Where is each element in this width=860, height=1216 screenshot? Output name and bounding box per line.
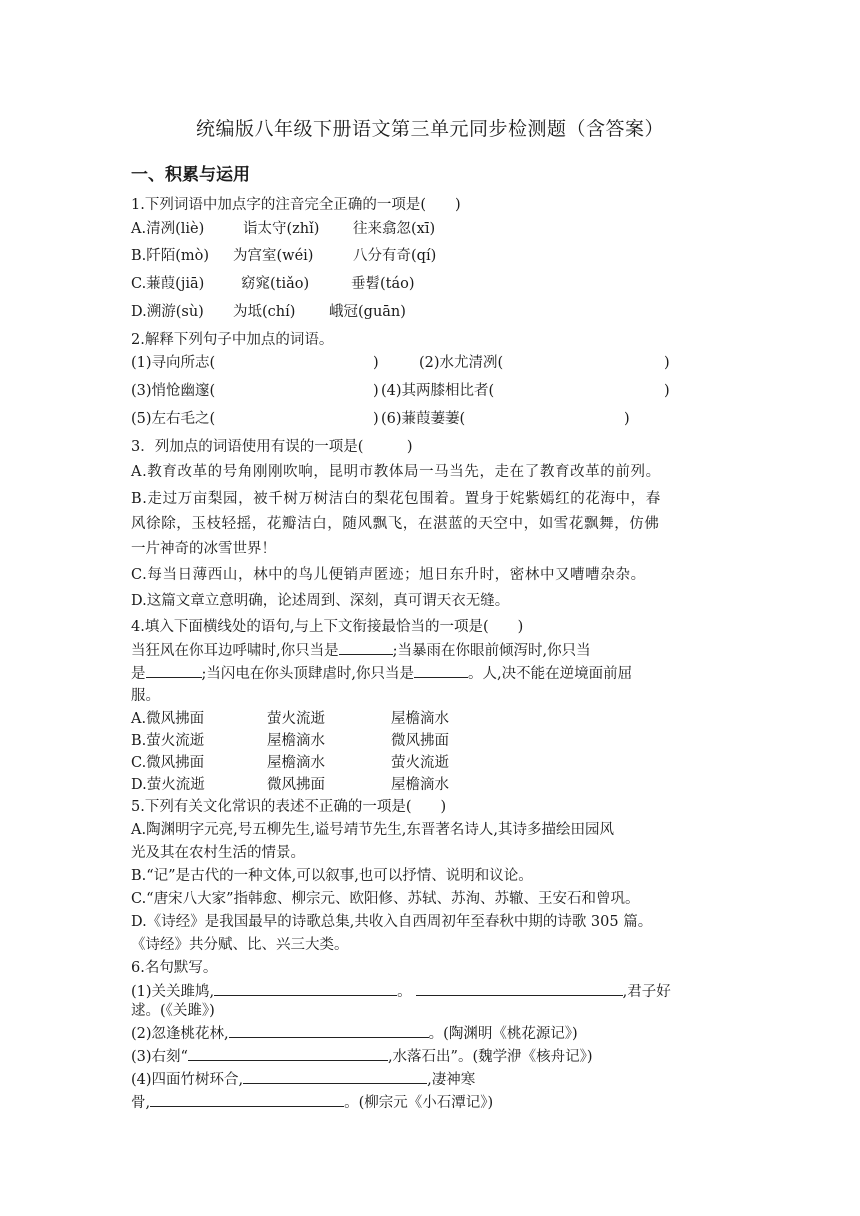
q6-blank-3[interactable] <box>229 1023 429 1038</box>
q1-option-c <box>131 274 415 294</box>
q6-line4 <box>131 1046 593 1067</box>
q6-line2: 逑。(《关雎》) <box>131 1003 215 1019</box>
q6-text-9: ,凄神寒 <box>427 1072 476 1088</box>
q1-option-d <box>131 302 406 322</box>
q6-text-11: 。(柳宗元《小石潭记》) <box>344 1095 494 1111</box>
q2-close-3: ) <box>373 383 379 399</box>
q5-option-a-line2: 光及其在农村生活的情景。 <box>131 845 305 861</box>
q4-text-5: 。人,决不能在逆境面前屈 <box>468 666 633 682</box>
q4-b-1: B.萤火流逝 <box>131 733 205 749</box>
q4-option-d <box>131 775 449 795</box>
q4-option-b <box>131 731 449 751</box>
q4-a-1: A.微风拂面 <box>131 711 205 727</box>
q4-text-3: 是 <box>131 666 146 682</box>
q6-text-7: ,水落石出”。(魏学洢《核舟记》) <box>387 1049 593 1065</box>
q1-b-2: 为宫室(wéi) <box>233 248 314 264</box>
section-heading: 一、积累与运用 <box>131 165 250 185</box>
q3-option-d: D.这篇文章立意明确，论述周到、深刻，真可谓天衣无缝。 <box>131 593 510 609</box>
q2-row-2 <box>131 381 670 401</box>
q1-b-1: B.阡陌(mò) <box>131 248 210 264</box>
q4-d-2: 微风拂面 <box>267 777 325 793</box>
q2-item-4: (4)其两膝相比者( <box>381 383 495 399</box>
q6-text-1: (1)关关雎鸠, <box>131 984 215 1000</box>
q4-b-3: 微风拂面 <box>391 733 449 749</box>
q4-d-3: 屋檐滴水 <box>391 777 449 793</box>
q6-line1 <box>131 981 671 1002</box>
q1-a-3: 往来翕忽(xī) <box>353 221 436 237</box>
q4-text-2: ;当暴雨在你眼前倾泻时,你只当 <box>392 643 591 659</box>
q2-stem: 2.解释下列句子中加点的词语。 <box>131 332 334 348</box>
q5-option-d-line2: 《诗经》共分赋、比、兴三大类。 <box>131 937 349 953</box>
q6-text-4: (2)忽逢桃花林, <box>131 1026 229 1042</box>
q6-line3 <box>131 1023 578 1044</box>
q1-a-1: A.清冽(liè) <box>131 221 205 237</box>
q3-option-a: A.教育改革的号角刚刚吹响，昆明市教体局一马当先，走在了教育改革的前列。 <box>131 464 661 480</box>
q5-option-b: B.“记”是古代的一种文体,可以叙事,也可以抒情、说明和议论。 <box>131 868 533 884</box>
q4-text-1: 当狂风在你耳边呼啸时,你只当是 <box>131 643 339 659</box>
q5-stem: 5.下列有关文化常识的表述不正确的一项是( ) <box>131 799 447 815</box>
q4-text-4: ;当闪电在你头顶肆虐时,你只当是 <box>201 666 414 682</box>
q3-stem: 3．列加点的词语使用有误的一项是( ) <box>131 439 413 455</box>
q2-close-4: ) <box>664 383 670 399</box>
q6-blank-2[interactable] <box>416 981 623 996</box>
q6-line6 <box>131 1092 493 1113</box>
q4-a-2: 萤火流逝 <box>267 711 325 727</box>
q4-c-2: 屋檐滴水 <box>267 755 325 771</box>
q4-c-3: 萤火流逝 <box>391 755 449 771</box>
q6-blank-4[interactable] <box>188 1046 388 1061</box>
q3-option-b-line2: 风徐除，玉枝轻摇，花瓣洁白，随风飘飞，在湛蓝的天空中，如雪花飘舞，仿佛 <box>131 516 660 532</box>
q4-passage-line1 <box>131 640 591 661</box>
q2-row-1 <box>131 353 670 373</box>
q3-option-b-line3: 一片神奇的冰雪世界！ <box>131 541 276 557</box>
q6-text-6: (3)右刻“ <box>131 1049 188 1065</box>
q4-d-1: D.萤火流逝 <box>131 777 205 793</box>
q1-option-b <box>131 246 436 266</box>
q2-close-1: ) <box>373 355 379 371</box>
q2-close-5: ) <box>373 411 379 427</box>
q4-option-c <box>131 753 449 773</box>
q6-stem: 6.名句默写。 <box>131 960 218 976</box>
q6-blank-6[interactable] <box>150 1092 344 1107</box>
q4-blank-1[interactable] <box>339 640 393 655</box>
q5-option-d-line1: D.《诗经》是我国最早的诗歌总集,共收入自西周初年至春秋中期的诗歌 305 篇。 <box>131 914 653 930</box>
q1-c-3: 垂髫(táo) <box>351 276 415 292</box>
q1-option-a <box>131 219 435 239</box>
q2-item-6: (6)蒹葭萋萋( <box>381 411 466 427</box>
q2-close-2: ) <box>664 355 670 371</box>
q1-a-2: 诣太守(zhǐ) <box>243 221 320 237</box>
q4-passage-line3: 服。 <box>131 688 160 704</box>
q1-b-3: 八分有奇(qí) <box>353 248 437 264</box>
q4-blank-2[interactable] <box>146 663 202 678</box>
q6-blank-1[interactable] <box>214 981 397 996</box>
q2-item-5: (5)左右毛之( <box>131 411 216 427</box>
q2-item-2: (2)水尤清冽( <box>419 355 504 371</box>
q1-c-1: C.蒹葭(jiā) <box>131 276 205 292</box>
q1-stem: 1.下列词语中加点字的注音完全正确的一项是( ) <box>131 197 461 213</box>
q4-passage-line2 <box>131 663 632 684</box>
q2-row-3 <box>131 409 630 429</box>
q6-line5 <box>131 1069 475 1090</box>
q6-text-8: (4)四面竹树环合, <box>131 1072 244 1088</box>
q3-option-b-line1: B.走过万亩梨园，被千树万树洁白的梨花包围着。置身于姹紫嫣红的花海中，春 <box>131 491 661 507</box>
q1-d-3: 峨冠(guān) <box>329 304 406 320</box>
q4-stem: 4.填入下面横线处的语句,与上下文衔接最恰当的一项是( ) <box>131 619 524 635</box>
q4-blank-3[interactable] <box>414 663 468 678</box>
q2-item-1: (1)寻向所志( <box>131 355 216 371</box>
q1-c-2: 窈窕(tiǎo) <box>241 276 310 292</box>
q6-blank-5[interactable] <box>243 1069 427 1084</box>
q4-c-1: C.微风拂面 <box>131 755 205 771</box>
q1-d-2: 为坻(chí) <box>233 304 296 320</box>
q3-option-c: C.每当日薄西山，林中的鸟儿便销声匿迹；旭日东升时，密林中又嘈嘈杂杂。 <box>131 567 646 583</box>
q4-a-3: 屋檐滴水 <box>391 711 449 727</box>
q4-option-a <box>131 709 449 729</box>
q6-text-5: 。(陶渊明《桃花源记》) <box>428 1026 578 1042</box>
q1-d-1: D.溯游(sù) <box>131 304 204 320</box>
q6-text-10: 骨, <box>131 1095 151 1111</box>
q2-close-6: ) <box>624 411 630 427</box>
q5-option-c: C.“唐宋八大家”指韩愈、柳宗元、欧阳修、苏轼、苏洵、苏辙、王安石和曾巩。 <box>131 891 640 907</box>
q4-b-2: 屋檐滴水 <box>267 733 325 749</box>
q2-item-3: (3)悄怆幽邃( <box>131 383 216 399</box>
page-title: 统编版八年级下册语文第三单元同步检测题（含答案） <box>195 118 664 140</box>
q6-text-3: ,君子好 <box>622 984 671 1000</box>
q6-text-2: 。 <box>397 984 412 1000</box>
q5-option-a-line1: A.陶渊明字元亮,号五柳先生,谥号靖节先生,东晋著名诗人,其诗多描绘田园风 <box>131 822 615 838</box>
